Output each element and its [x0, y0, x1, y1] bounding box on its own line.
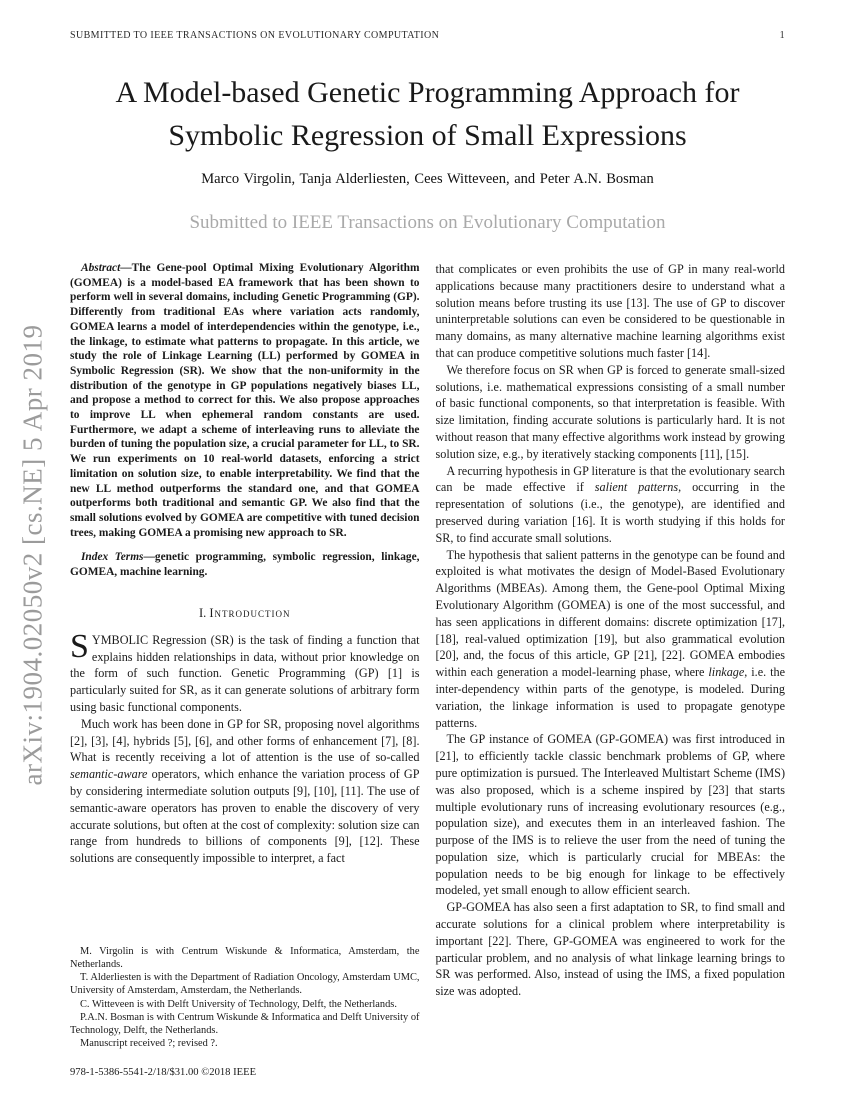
right-column	[436, 261, 786, 1079]
paragraph-intro-2-a: Much work has been done in GP for SR, proposing novel algorithms [2], [3], [4], hybrids [5], [6], and other forms of enhancement [7], [8]. What is recently receiving a lot of attention is the use of so-called	[70, 716, 420, 765]
paragraph-intro-1	[70, 627, 420, 716]
index-terms-dash: —	[143, 551, 155, 564]
index-terms	[70, 550, 420, 579]
index-terms-text: genetic programming, symbolic regression, linkage, GOMEA, machine learning.	[70, 551, 420, 579]
paragraph-right-4-a: The hypothesis that salient patterns in the genotype can be found and exploited is what motivates the design of Model-Based Evolutionary Algorithms (MBEAs). Among them, the Gene-pool Optimal Mixing Evolutionary Algorithm (GOMEA) is one of the most successful, and has seen applications in different domains: discrete optimization [17], [18], real-valued optimization [19], but also grammatical evolution [20], and, the focus of this article, GP [21], [22]. GOMEA embodies within each generation a model-learning phase, where	[435, 547, 785, 680]
paper-title	[70, 71, 785, 157]
arxiv-stamp: arXiv:1904.02050v2 [cs.NE] 5 Apr 2019	[17, 324, 48, 786]
paragraph-intro-2-b: operators, which enhance the variation process of GP by considering intermediate solution outputs [9], [10], [11]. The use of semantic-aware operators has proven to enable the discovery of very accurate solutions, but often at the cost of complexity: solution size can range from hundreds to billions of components [9], [12]. These solutions are consequently impossible to interpret, a fact	[70, 767, 420, 866]
footnote-manuscript: Manuscript received ?; revised ?.	[80, 1037, 218, 1049]
paragraph-right-4-italic: linkage	[708, 665, 745, 680]
abstract-text: The Gene-pool Optimal Mixing Evolutionary Algorithm (GOMEA) is a model-based EA framework that has been shown to perform well in several domains, including Genetic Programming (GP). Differently from traditional EAs where variation acts randomly, GOMEA learns a model of interdependencies within the genotype, i.e., the linkage, to estimate what patterns to propagate. In this article, we study the role of Linkage Learning (LL) performed by GOMEA in Symbolic Regression (SR). We show that the non-uniformity in the distribution of the genotype in GP populations negatively biases LL, and propose a method to correct for this. We also propose approaches to improve LL when ephemeral random constants are used. Furthermore, we adapt a scheme of interleaving runs to alleviate the burden of tuning the population size, a crucial parameter for LL, to SR. We run experiments on 10 real-world datasets, enforcing a strict limitation on solution size, to enable interpretability. We find that the new LL method outperforms the standard one, and that GOMEA outperforms both traditional and semantic GP. We also find that the small solutions evolved by GOMEA are competitive with tuned decision trees, making GOMEA a promising new approach to SR.	[70, 262, 420, 539]
page-number: 1	[779, 30, 785, 41]
copyright-line: 978-1-5386-5541-2/18/$31.00 ©2018 IEEE	[70, 1066, 257, 1078]
footnote-bosman: P.A.N. Bosman is with Centrum Wiskunde & Informatica and Delft University of Technology, Delft, the Netherlands.	[70, 1011, 420, 1036]
left-column-text	[70, 627, 420, 867]
index-terms-label: Index Terms	[81, 551, 144, 564]
section-number: I.	[198, 605, 207, 620]
paragraph-right-2: We therefore focus on SR when GP is forced to generate small-sized solutions, i.e. mathematical expressions consisting of a small number of basic functional components, so that interpretation is feasible. With size limitation, finding accurate solutions is particularly hard. It is not without reason that many effective algorithms work instead by growing solution size, e.g., by iteratively stacking components [11], [15].	[435, 362, 785, 461]
section-heading-introduction	[70, 606, 420, 621]
submission-note: Submitted to IEEE Transactions on Evolutionary Computation	[189, 212, 666, 233]
footnote-witteveen: C. Witteveen is with Delft University of Technology, Delft, the Netherlands.	[80, 998, 397, 1010]
paragraph-right-4	[436, 547, 786, 732]
section-title: Introduction	[209, 605, 291, 620]
paragraph-right-3-a: A recurring hypothesis in GP literature is that the evolutionary search can be made effective if	[435, 463, 785, 495]
paper-title-line2: Symbolic Regression of Small Expressions	[168, 119, 687, 152]
running-header-title: SUBMITTED TO IEEE TRANSACTIONS ON EVOLUTIONARY COMPUTATION	[70, 30, 440, 41]
author-list: Marco Virgolin, Tanja Alderliesten, Cees Witteveen, and Peter A.N. Bosman	[201, 171, 654, 187]
paper-title-line1: A Model-based Genetic Programming Approach for	[115, 76, 740, 109]
footnote-virgolin: M. Virgolin is with Centrum Wiskunde & Informatica, Amsterdam, the Netherlands.	[70, 946, 420, 971]
abstract	[70, 261, 420, 540]
author-footnotes	[70, 945, 420, 1079]
paragraph-right-3-italic: salient patterns	[594, 480, 679, 495]
paragraph-right-3-b: , occurring in the representation of solutions (i.e., the genotype), are identified and preserved during variation [16]. It is worth studying if this holds for SR, to find accurate small solutions.	[435, 480, 785, 545]
paragraph-right-1: that complicates or even prohibits the use of GP in many real-world applications because many practitioners desire to understand what a solution means before trusting its use [13]. The use of GP to discover uninterpretable solutions can even be considered to be questionable in many domains, as many alternative machine learning algorithms exist that can produce competitive solutions much faster [14].	[435, 262, 785, 360]
paragraph-right-4-b: , i.e. the inter-dependency within parts of the genotype, is modeled. During variation, the linkage information is used to propagate genotype patterns.	[435, 665, 785, 730]
paragraph-intro-1-text: YMBOLIC Regression (SR) is the task of finding a function that explains hidden relationships in data, without prior knowledge on the form of such function. Genetic Programming (GP) [1] is particularly suited for SR, as it can generate solutions of arbitrary form using basic functional components.	[70, 632, 420, 714]
paragraph-right-5: The GP instance of GOMEA (GP-GOMEA) was first introduced in [21], to efficiently tackle classic benchmark problems of GP, where pure optimization is pursued. The Interleaved Multistart Scheme (IMS) was also proposed, which is a scheme inspired by [23] that starts multiple evolutionary runs of increasing evolutionary resources (e.g., population size), and executes them in an interleaved fashion. The purpose of the IMS is to relieve the user from the need of tuning the population size, which is particularly crucial for MBEAs: the population needs to be big enough for linkage to be effectively modeled, yet small enough to allow efficient search.	[435, 732, 785, 898]
right-column-text	[436, 261, 786, 1000]
abstract-label: Abstract	[81, 262, 121, 274]
abstract-dash: —	[120, 262, 132, 274]
dropcap-letter: S	[70, 627, 89, 665]
paragraph-intro-2-italic: semantic-aware	[70, 767, 148, 782]
two-column-body	[70, 261, 785, 1079]
running-header	[70, 30, 785, 41]
paragraph-intro-2	[70, 716, 420, 867]
footnote-alderliesten: T. Alderliesten is with the Department of Radiation Oncology, Amsterdam UMC, University of Amsterdam, Amsterdam, the Netherlands.	[70, 972, 420, 997]
left-column	[70, 261, 420, 1079]
paragraph-right-3	[436, 463, 786, 547]
paragraph-right-6: GP-GOMEA has also seen a first adaptation to SR, to find small and accurate solutions for a clinical problem where interpretability is important [22]. There, GP-GOMEA was engineered to work for the particular problem, and no analysis of what linkage learning brings to SR was performed. Also, instead of using the IMS, a fixed population size was adopted.	[435, 900, 785, 999]
